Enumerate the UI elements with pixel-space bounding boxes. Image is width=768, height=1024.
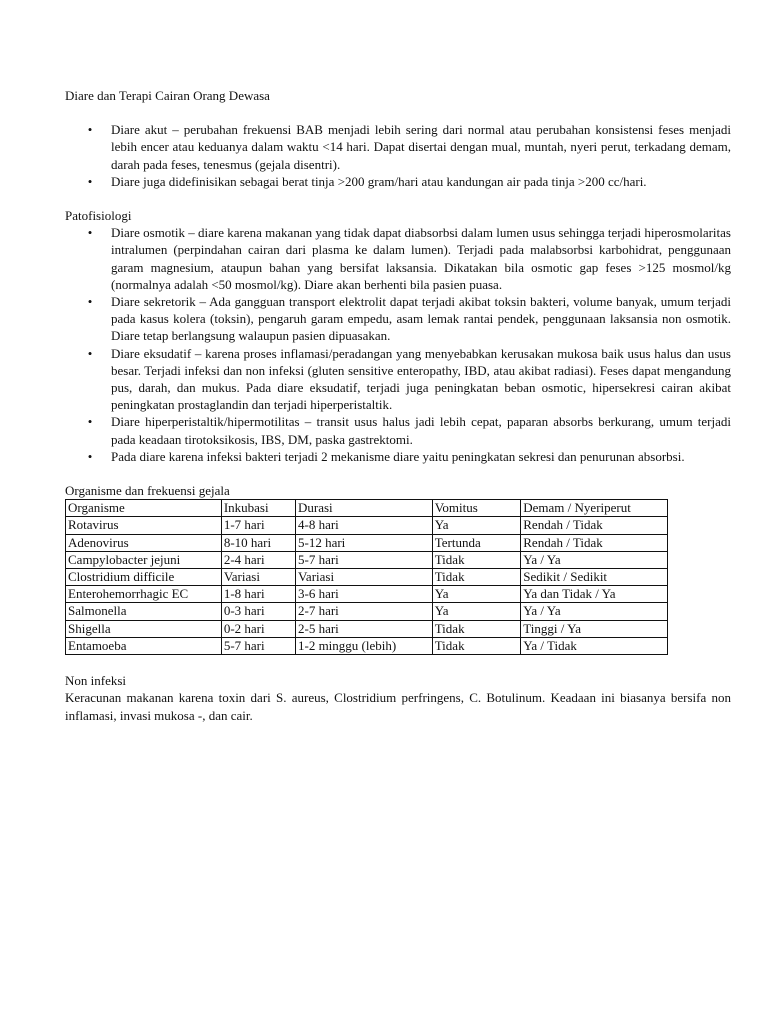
patofisiologi-heading: Patofisiologi — [65, 208, 132, 224]
table-row — [66, 620, 668, 637]
table-cell: 0-3 hari — [221, 603, 295, 620]
table-cell: Ya / Ya — [521, 603, 668, 620]
table-cell: 5-7 hari — [295, 551, 432, 568]
list-item — [65, 224, 731, 293]
table-cell: Ya / Ya — [521, 551, 668, 568]
bullet-text: Diare juga didefinisikan sebagai berat tinja >200 gram/hari atau kandungan air pada tinja >200 cc/hari. — [111, 173, 647, 189]
table-cell: Tinggi / Ya — [521, 620, 668, 637]
table-cell: 1-7 hari — [221, 517, 295, 534]
bullet-icon: • — [87, 345, 93, 361]
table-header-row — [66, 500, 668, 517]
table-cell: Rendah / Tidak — [521, 517, 668, 534]
table-cell: 4-8 hari — [295, 517, 432, 534]
bullet-text: Diare sekretorik – Ada gangguan transport elektrolit dapat terjadi akibat toksin bakteri, volume banyak, umum terjadi pada kasus kolera (toksin), pengaruh garam empedu, asam lemak rantai pendek, penggunaan laksansia non osmotik. Diare tetap berlangsung walaupun pasien dipuasakan. — [111, 294, 731, 344]
table-cell: 0-2 hari — [221, 620, 295, 637]
table-row — [66, 586, 668, 603]
column-header: Durasi — [295, 500, 432, 517]
table-cell: Rotavirus — [66, 517, 222, 534]
document-page — [65, 87, 731, 724]
table-row — [66, 637, 668, 654]
list-item — [65, 121, 731, 173]
bullet-icon: • — [87, 448, 93, 464]
table-cell: Variasi — [295, 569, 432, 586]
table-cell: Shigella — [66, 620, 222, 637]
intro-bullet-list — [65, 121, 731, 190]
table-row — [66, 517, 668, 534]
column-header: Inkubasi — [221, 500, 295, 517]
non-infeksi-paragraph: Keracunan makanan karena toxin dari S. aureus, Clostridium perfringens, C. Botulinum. Keadaan ini biasanya bersifa non inflamasi, invasi mukosa -, dan cair. — [65, 690, 731, 723]
table-body — [66, 517, 668, 655]
bullet-text: Diare akut – perubahan frekuensi BAB menjadi lebih sering dari normal atau perubahan konsistensi feses menjadi lebih encer atau keduanya dalam waktu <14 hari. Dapat disertai dengan mual, muntah, nyeri perut, terkadang demam, darah pada feses, tenesmus (gejala disentri). — [111, 122, 731, 172]
table-cell: Enterohemorrhagic EC — [66, 586, 222, 603]
non-infeksi-heading: Non infeksi — [65, 673, 127, 689]
table-cell: Tidak — [432, 569, 521, 586]
bullet-icon: • — [87, 173, 93, 189]
column-header: Organisme — [66, 500, 222, 517]
list-item — [65, 345, 731, 414]
table-cell: Tidak — [432, 620, 521, 637]
table-cell: 3-6 hari — [295, 586, 432, 603]
table-cell: 8-10 hari — [221, 534, 295, 551]
document-title: Diare dan Terapi Cairan Orang Dewasa — [65, 88, 270, 103]
table-cell: 1-8 hari — [221, 586, 295, 603]
patofisiologi-bullet-list — [65, 224, 731, 465]
table-cell: 2-7 hari — [295, 603, 432, 620]
table-cell: Entamoeba — [66, 637, 222, 654]
table-cell: Adenovirus — [66, 534, 222, 551]
bullet-text: Diare eksudatif – karena proses inflamasi/peradangan yang menyebabkan kerusakan mukosa baik usus halus dan usus besar. Terjadi infeksi dan non infeksi (gluten sensitive enteropathy, IBD, atau akibat radiasi). Feses dapat mengandung pus, darah, dan mukus. Pada diare eksudatif, terjadi juga peningkatan beban osmotic, hipersekresi cairan akibat peningkatan prostaglandin dan terjadi hiperperistaltik. — [111, 345, 731, 413]
table-row — [66, 551, 668, 568]
table-row — [66, 569, 668, 586]
column-header: Vomitus — [432, 500, 521, 517]
table-cell: Ya — [432, 603, 521, 620]
table-cell: Sedikit / Sedikit — [521, 569, 668, 586]
list-item — [65, 448, 731, 465]
table-row — [66, 603, 668, 620]
table-cell: Tertunda — [432, 534, 521, 551]
table-cell: Campylobacter jejuni — [66, 551, 222, 568]
table-cell: 2-5 hari — [295, 620, 432, 637]
table-cell: Ya dan Tidak / Ya — [521, 586, 668, 603]
table-cell: 2-4 hari — [221, 551, 295, 568]
list-item — [65, 413, 731, 447]
table-cell: Clostridium difficile — [66, 569, 222, 586]
table-cell: Ya / Tidak — [521, 637, 668, 654]
table-cell: Rendah / Tidak — [521, 534, 668, 551]
bullet-text: Diare hiperperistaltik/hipermotilitas – transit usus halus jadi lebih cepat, paparan absorbs berkurang, umum terjadi pada keadaan tirotoksikosis, IBS, DM, paska gastrektomi. — [111, 414, 731, 447]
list-item — [65, 293, 731, 345]
bullet-text: Pada diare karena infeksi bakteri terjadi 2 mekanisme diare yaitu peningkatan sekresi dan penurunan absorbsi. — [111, 448, 685, 464]
table-caption: Organisme dan frekuensi gejala — [65, 483, 230, 499]
table-cell: Ya — [432, 586, 521, 603]
spacer — [65, 190, 731, 207]
organism-table — [65, 499, 668, 655]
spacer — [65, 655, 731, 672]
table-cell: Tidak — [432, 637, 521, 654]
bullet-icon: • — [87, 294, 93, 310]
bullet-icon: • — [87, 225, 93, 241]
table-cell: Salmonella — [66, 603, 222, 620]
table-cell: Ya — [432, 517, 521, 534]
table-row — [66, 534, 668, 551]
table-cell: 5-7 hari — [221, 637, 295, 654]
list-item — [65, 173, 731, 190]
bullet-text: Diare osmotik – diare karena makanan yang tidak dapat diabsorbsi dalam lumen usus sehingga terjadi hiperosmolaritas intralumen (perpindahan cairan dari plasma ke dalam lumen). Terjadi pada malabsorbsi karbohidrat, penggunaan garam magnesium, ataupun bahan yang bersifat laksansia. Dikatakan bila osmotic gap feses >125 mosmol/kg (normalnya adalah <50 mosmol/kg). Diare akan berhenti bila pasien puasa. — [111, 225, 731, 292]
table-cell: 5-12 hari — [295, 534, 432, 551]
table-cell: Variasi — [221, 569, 295, 586]
table-cell: 1-2 minggu (lebih) — [295, 637, 432, 654]
column-header: Demam / Nyeriperut — [521, 500, 668, 517]
spacer — [65, 465, 731, 482]
table-cell: Tidak — [432, 551, 521, 568]
bullet-icon: • — [87, 122, 93, 138]
bullet-icon: • — [87, 414, 93, 430]
